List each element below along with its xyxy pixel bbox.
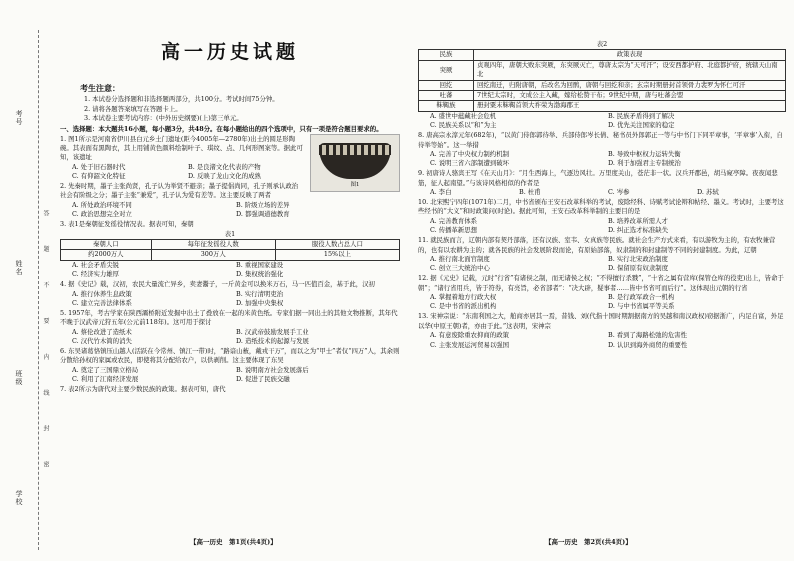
option[interactable]: B. 重视国家建设 xyxy=(236,260,284,269)
option[interactable]: D. 集权统治强化 xyxy=(236,270,284,279)
table-2-caption: 表2 xyxy=(596,40,608,48)
table-cell: 吐蕃 xyxy=(419,91,474,101)
table-cell: 约2000万人 xyxy=(61,250,152,260)
option[interactable]: B. 是良渚文化代表的产物 xyxy=(188,162,261,171)
option[interactable]: C. 建立完善法律体系 xyxy=(72,298,132,307)
notice-1: 1. 本试卷分选择题和非选择题两部分，共100分。考试时间75分钟。 xyxy=(84,95,279,104)
question-3: 3. 表1是秦朝征发徭役情况表。据表可知，秦朝 xyxy=(60,220,194,229)
table-header: 服役人数占总人口 xyxy=(275,240,399,250)
binding-label-class: 班级 xyxy=(15,370,23,386)
question-3-options xyxy=(60,261,400,280)
notice-2: 2. 请将各题答案填写在答题卡上。 xyxy=(84,104,182,113)
question-4: 4. 据《史记》载，汉初，农民大量流亡异乡，卖妻鬻子，一斤黄金可以换米万石，马一匹值百金，基于此，汉初 xyxy=(60,280,375,289)
option[interactable]: A. 盛世中蕴藏社会危机 xyxy=(430,111,497,120)
option[interactable]: C. 经济实力雄厚 xyxy=(72,270,120,279)
option[interactable]: A. 完善教育体系 xyxy=(430,216,478,225)
question-4-options xyxy=(60,290,400,309)
question-12: 12. 据《元史》记载，元时“行省”有诸侯之制，而无诸侯之权；“不得擅行杀戮”，“十省之属有营库(保管仓库的役吏)出上，皆命于朝”；“诸行省用兵，皆于符券，有亮旨，必省部者”：“决大辟，疑事者……皆中书省可而后行”。这体现出元朝的行省 xyxy=(418,274,784,292)
option[interactable]: A. 李白 xyxy=(430,188,452,197)
option[interactable]: D. 苏轼 xyxy=(697,188,719,197)
option[interactable]: D. 优先关注国家的稳定 xyxy=(608,121,675,130)
figure-1-bowl-image xyxy=(310,134,400,192)
table-cell: 册封粟末靺鞨首领大祚荣为渤海郡王 xyxy=(474,101,786,111)
option[interactable]: B. 看到了海路松弛的危害性 xyxy=(608,331,688,340)
page-1-footer: 【高一历史 第1页(共4页)】 xyxy=(190,538,277,546)
option[interactable]: A. 所处政治环境不同 xyxy=(72,200,132,209)
option[interactable]: B. 阶级立场的差异 xyxy=(236,200,290,209)
table-1-caption: 表1 xyxy=(224,229,236,238)
table-header: 每年征发徭役人数 xyxy=(151,240,275,250)
question-5-options xyxy=(60,328,400,347)
notice-3: 3. 本试卷主要考试内容：(中外历史纲要)(上)第三单元。 xyxy=(84,114,243,123)
binding-margin xyxy=(8,10,52,550)
binding-label-name: 姓名 xyxy=(15,260,23,276)
table-cell: 突厥 xyxy=(419,60,474,80)
binding-label-school: 学校 xyxy=(15,490,23,506)
option[interactable]: D. 利于加强君主专制统治 xyxy=(608,159,681,168)
binding-warning: 答 题 不 要 内 线 封 密 xyxy=(42,210,49,482)
option[interactable]: A. 完善了中央权力制约机制 xyxy=(430,149,509,158)
option[interactable]: C. 主张发展运河贸易以强国 xyxy=(430,340,510,349)
option[interactable]: D. 反映了龙山文化的成熟 xyxy=(188,172,261,181)
option[interactable]: A. 推行休养生息政策 xyxy=(72,289,132,298)
question-2-options xyxy=(60,201,400,220)
question-9: 9. 初唐诗人骆宾王写《在天山月》：“月生西海上，气逐边风壮。万里度关山，苍茫非一状。汉兵开郡邑，胡马窥亭障。夜夜闻悲笳，征人起南望。”与该诗风格相似的作者是 xyxy=(418,169,778,187)
question-7-options xyxy=(418,112,786,131)
question-9-options xyxy=(418,188,786,197)
option[interactable]: D. 保留原有奴隶制度 xyxy=(608,264,669,273)
table-cell: 15%以上 xyxy=(275,250,399,260)
binding-line xyxy=(38,30,39,550)
option[interactable]: A. 奠定了三国鼎立格局 xyxy=(72,365,139,374)
question-6: 6. 东吴诸葛恪镇压山越人(活跃在今常州、镇江一带)时，“路谙山薮，戴戎干万”，而以之为“甲士”者仅“四万”人，其余则分散给孙权的家属或农民，即使将其分配给农户，以供剥削。这主要体现了东吴 xyxy=(60,346,400,365)
page-2 xyxy=(418,0,786,350)
option[interactable]: A. 掌握着地方行政大权 xyxy=(430,293,497,302)
option[interactable]: B. 实行北宋政治制度 xyxy=(608,254,668,263)
table-header: 民族 xyxy=(419,50,474,60)
table-cell: 靺鞨族 xyxy=(419,101,474,111)
option[interactable]: C. 有仰韶文化特征 xyxy=(72,172,126,181)
option[interactable]: A. 处于旧石器时代 xyxy=(72,162,126,171)
question-1-options xyxy=(60,163,304,182)
question-6-options xyxy=(60,366,400,385)
option[interactable]: A. 蔡伦改进了造纸术 xyxy=(72,327,132,336)
option[interactable]: C. 民族关系以“和”为主 xyxy=(430,121,497,130)
option[interactable]: B. 是行政军政合一机构 xyxy=(608,293,675,302)
option[interactable]: D. 造纸技术的起源与发展 xyxy=(236,337,309,346)
table-header: 政策表现 xyxy=(474,50,786,60)
option[interactable]: B. 杜甫 xyxy=(519,188,541,197)
option[interactable]: C. 是中书省的派出机构 xyxy=(430,302,497,311)
question-13: 13. 宋神宗说：“东南利国之大，舶商亦居其一焉，昔钱、刘(代指十国时期割据南方的吴越和南汉政权)窃据浙广，内足自富，外足以华(中原王朝)者，亦由于此。”这表明，宋神宗 xyxy=(418,312,784,330)
option[interactable]: D. 纠正选才标准缺失 xyxy=(608,226,669,235)
table-2 xyxy=(418,49,786,111)
option[interactable]: A. 推行南北面官制度 xyxy=(430,254,490,263)
page-2-footer: 【高一历史 第2页(共4页)】 xyxy=(545,538,632,546)
notice-title: 考生注意： xyxy=(80,83,120,93)
exam-title: 高一历史试题 xyxy=(160,41,299,63)
table-cell: 7世纪太宗时，文成公主入藏，嫁给松赞干布；9世纪中期，唐与吐蕃会盟 xyxy=(474,91,786,101)
option[interactable]: D. 都强调道德教育 xyxy=(236,210,290,219)
option[interactable]: B. 导致中枢权力运转失衡 xyxy=(608,149,681,158)
option[interactable]: D. 促进了民族交融 xyxy=(236,375,290,384)
question-11: 11. 就民族而言，辽朝内部有契丹部落，还有汉族、室韦、女真族等民族。就社会生产方式来看，有以游牧为主的，有农牧兼营的，也有以农耕为主的；就各民族的社会发展阶段而论，有原始部落，奴隶制的和封建制等不同的封建制度。为此，辽朝 xyxy=(418,236,776,254)
pottery-pattern-band xyxy=(319,145,391,155)
figure-1-caption: 图1 xyxy=(350,181,360,188)
question-1: 1. 图1所示是河南省伊川县白元乡土门遗址(距今4005年—2780年)出土的圆足形陶碗。其表面有黑陶衣，其上用铺黄色颜料绘制叶子、琪纹、点、几何形图案等。据此可知，该遗址 xyxy=(60,134,303,162)
option[interactable]: A. 有意废除重农抑商的政策 xyxy=(430,331,509,340)
question-8: 8. 唐高宗永淳元年(682年)，“以黄门侍郎郭待举、兵部侍郎岑长倩、秘书员外郎郭正一等与中书门下同平章事，‘平章事’入衔，自待举等始”。这一举措 xyxy=(418,131,783,149)
question-10: 10. 北宋熙宁四年(1071年)二月，中书省颁布王安石改革科举的考试，废除经科、诗赋考试论辩和帖经、墨义。考试时，主要考这些经书的“大义”和时政策问(时论)。据此可知，王安石改革科举制的主要目的是 xyxy=(418,198,784,216)
table-cell: 回纥 xyxy=(419,80,474,90)
option[interactable]: B. 培养改革所需人才 xyxy=(608,216,668,225)
section-1-heading: 一、选择题：本大题共16小题，每小题3分，共48分。在每小题给出的四个选项中，只有一项是符合题目要求的。 xyxy=(60,124,383,133)
question-10-options xyxy=(418,217,786,236)
question-8-options xyxy=(418,150,786,169)
page-1 xyxy=(60,0,400,395)
option[interactable]: B. 汉武帝鼓励发展手工业 xyxy=(236,327,309,336)
question-2: 2. 先秦时期，墨子主张尚贤，孔子认为举贤不避亲；墨子提倡尚同，孔子则承认政治社会有阶级之分；墨子主张“兼爱”，孔子认为爱有差等。这主要反映了两者 xyxy=(60,182,299,200)
question-12-options xyxy=(418,293,786,312)
option[interactable]: B. 说明南方社会发展落后 xyxy=(236,365,309,374)
option[interactable]: C. 岑参 xyxy=(608,188,630,197)
option[interactable]: C. 政治思想完全对立 xyxy=(72,210,132,219)
table-1 xyxy=(60,239,400,261)
option[interactable]: B. 实行清明吏治 xyxy=(236,289,284,298)
question-11-options xyxy=(418,255,786,274)
option[interactable]: D. 与中书省属平等关系 xyxy=(608,302,675,311)
option[interactable]: A. 社会矛盾尖锐 xyxy=(72,260,120,269)
binding-label-exam-no: 考号 xyxy=(15,110,23,126)
option[interactable]: C. 利用了江南经济发展 xyxy=(72,375,139,384)
table-cell: 回纥南迁，归附唐朝，后改名为回鹘，唐朝与回纥和亲；玄宗时期册封首领骨力裴罗为怀仁可汗 xyxy=(474,80,786,90)
option[interactable]: D. 加强中央集权 xyxy=(236,298,284,307)
table-header: 秦朝人口 xyxy=(61,240,152,250)
option[interactable]: C. 汉代竹木简的消失 xyxy=(72,337,132,346)
question-13-options xyxy=(418,331,786,350)
question-5: 5. 1957年，考古学家在陕西灞桥附近发掘中出土了叠放在一起的米黄色纸。专家们据一同出土的其他文物推断，其年代不晚于汉武帝元狩五年(公元前118年)。这可用于探讨 xyxy=(60,308,398,327)
question-7: 7. 表2所示为唐代对主要少数民族的政策。据表可知，唐代 xyxy=(60,385,226,394)
option[interactable]: D. 认识到海外商贸的重要性 xyxy=(608,340,688,349)
table-cell: 贞观四年，唐朝大败东突厥，东突厥灭亡，尊唐太宗为“天可汗”；设安西都护府、北庭都护府，统辖天山南北 xyxy=(474,60,786,80)
option[interactable]: B. 民族矛盾得到了解决 xyxy=(608,111,675,120)
option[interactable]: C. 传播革新思想 xyxy=(430,226,478,235)
option[interactable]: C. 说明三省六部制遭到破坏 xyxy=(430,159,510,168)
table-cell: 300万人 xyxy=(151,250,275,260)
option[interactable]: C. 创立三大统治中心 xyxy=(430,264,490,273)
